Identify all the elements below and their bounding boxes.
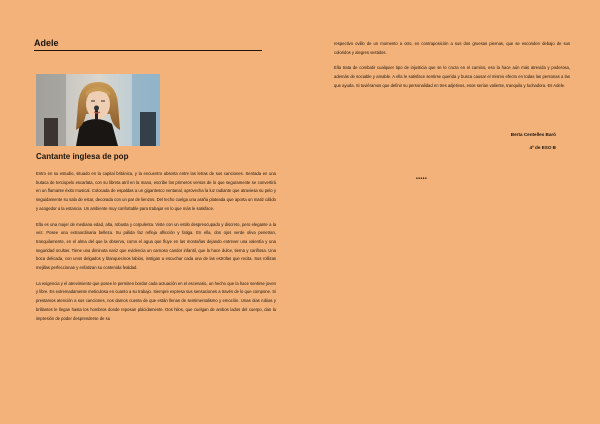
paragraph: La exigencia y el atrevimiento que posee le permiten bordar cada actuación en el escenario, un hecho que la hace sentirse joven y libre. Es extremadamente meticulosa en cuanto a su trabajo. Siempre expresa sus sensaciones a través de lo que compone. Si prestamos atención a sus canciones, nos damos cuenta de que están llenas de sentimentalismo y emoción. Unas olas rubias y brillantes le llegan hasta los hombros donde reposan plácidamente. Dos hilos, que cuelgan de ambos lados del cuerpo, dan la impresión de poder desprenderse de su bbox=[36, 280, 276, 321]
author-name: Berta Centelles Baró bbox=[510, 132, 556, 137]
paragraph: Entro en su estudio, situado en la capital británica, y la encuentro absorta entre las letras de sus canciones. Sentada en una butaca de terciopelo escarlata, con su libreta atril en la mano, escribe los primeros versos de lo que seguramente se convertirá en un flamante éxito musical. Colocada de espaldas a un gigantesco ventanal, aprovecha la luz radiante que atraviesa su pelo y seguidamente su sala de estar, decorada con un par de lienzos. Del techo cuelga una araña plateada que aporta un matiz cálido y acogedor a la estancia. Un ambiente muy confortable para trabajar en lo que más le satisface. bbox=[36, 171, 276, 211]
adele-photo bbox=[36, 74, 160, 146]
paragraph: Ella es una mujer de mediana edad, alta, robusta y corpulenta. Viste con un estilo despreocupado y discreto, pero elegante a la vez. Posee una extraordinaria belleza. Su pálida faz refleja aflicción y fatiga. En ella, dos ojos verde oliva penetran, tranquilamente, en el alma del que la observa, como el agua que fluye en las montañas dejando entrever una valentía y una seguridad ocultas. Tiene una diminuta nariz que evidencia un carnoso candor infantil, que la hace dulce, tierna y cariñosa. Una boca delicada, con unos delgados y blanquecinos labios, instigan a escuchar cada una de las estrofas que recita. Sus rollizas mejillas perfeccionan y enfatizan su contenida fealdad. bbox=[36, 221, 276, 271]
article-title: Adele bbox=[34, 38, 262, 51]
author-grade: 4º de ESO B bbox=[529, 145, 556, 150]
article-title-line bbox=[34, 38, 262, 51]
adele-photo-image bbox=[36, 74, 160, 146]
right-page bbox=[300, 0, 600, 424]
right-body-text bbox=[334, 40, 570, 98]
section-separator: ••••• bbox=[416, 176, 428, 182]
left-body-text bbox=[36, 170, 276, 330]
article-subtitle: Cantante inglesa de pop bbox=[36, 152, 129, 161]
paragraph: respectivo ovillo de un momento a otro, en contraposición a sus dos gruesas piernas, que se esconden debajo de sus coloridos y alegres vestidos. bbox=[334, 41, 570, 55]
paragraph: Ella trata de combatir cualquier tipo de injusticia que se le cruza en el camino, eso la hace aún más atrevida y poderosa, además de sociable y amable. A ella le satisface sentirse querida y busca causar el mismo efecto en todas las personas a las que ayuda. Si tuviéramos que definir su personalidad en tres adjetivos, esos serían valiente, tranquila y luchadora. Es Adele. bbox=[334, 65, 570, 88]
